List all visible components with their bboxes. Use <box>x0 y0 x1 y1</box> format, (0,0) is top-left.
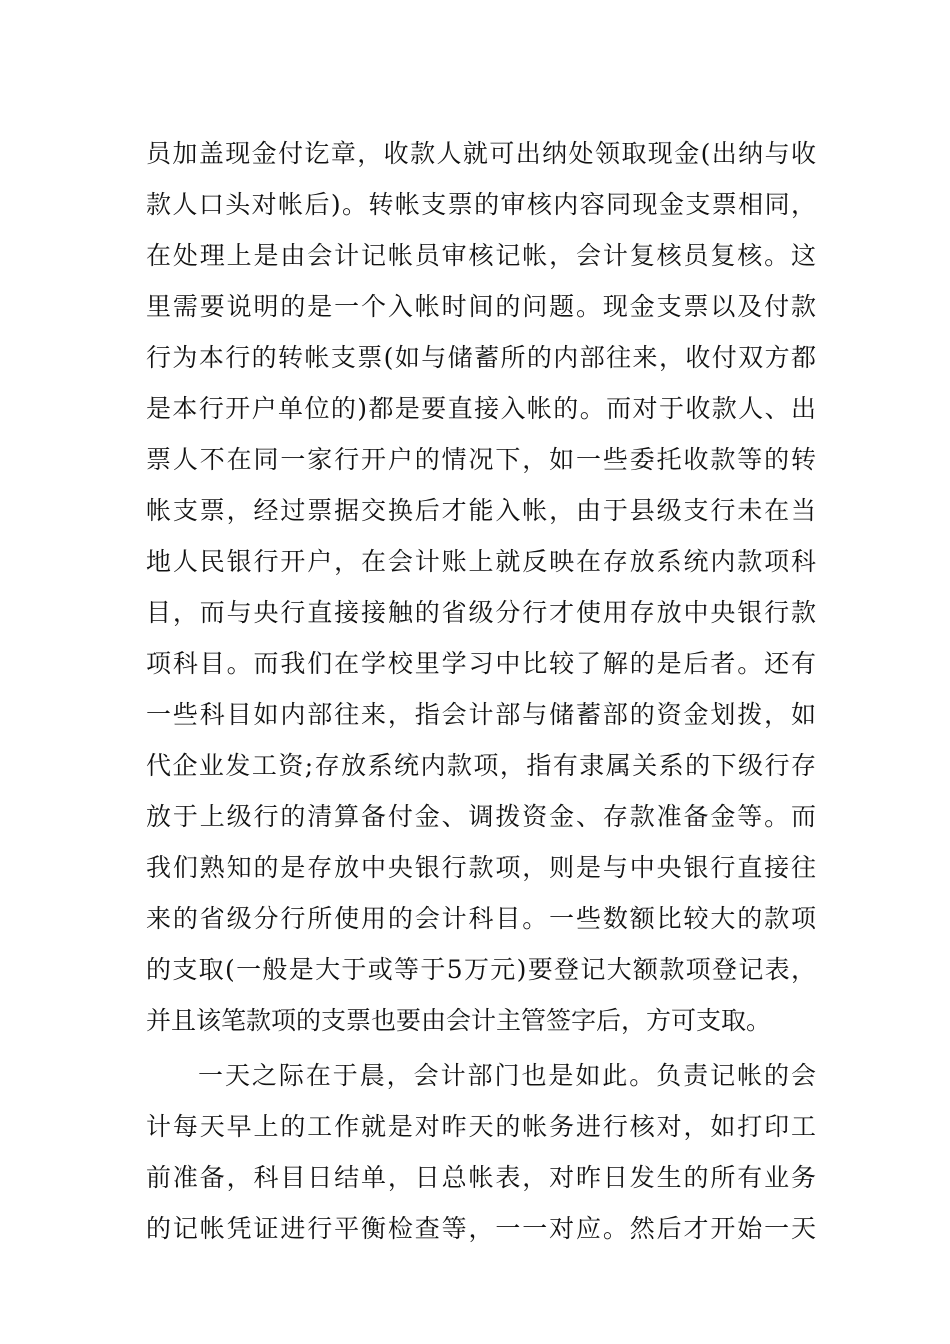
text-line: 并且该笔款项的支票也要由会计主管签字后，方可支取。 <box>146 1006 772 1035</box>
text-line: 来的省级分行所使用的会计科目。一些数额比较大的款项 <box>146 904 816 933</box>
paragraph-2 <box>146 1050 816 1254</box>
text-line: 在处理上是由会计记帐员审核记帐，会计复核员复核。这 <box>146 241 816 270</box>
paragraph-1 <box>146 128 816 1046</box>
body-text <box>146 128 816 1254</box>
text-line: 我们熟知的是存放中央银行款项，则是与中央银行直接往 <box>146 853 816 882</box>
text-line: 票人不在同一家行开户的情况下，如一些委托收款等的转 <box>146 445 816 474</box>
text-line: 代企业发工资;存放系统内款项，指有隶属关系的下级行存 <box>146 751 816 780</box>
text-line: 的支取(一般是大于或等于5万元)要登记大额款项登记表， <box>146 955 816 984</box>
text-line: 款人口头对帐后)。转帐支票的审核内容同现金支票相同， <box>146 190 816 219</box>
text-line: 行为本行的转帐支票(如与储蓄所的内部往来，收付双方都 <box>146 343 816 372</box>
text-line: 项科目。而我们在学校里学习中比较了解的是后者。还有 <box>146 649 816 678</box>
text-line: 员加盖现金付讫章，收款人就可出纳处领取现金(出纳与收 <box>146 139 816 168</box>
text-line: 里需要说明的是一个入帐时间的问题。现金支票以及付款 <box>146 292 816 321</box>
text-line: 前准备，科目日结单，日总帐表，对昨日发生的所有业务 <box>146 1163 816 1192</box>
text-line: 的记帐凭证进行平衡检查等，一一对应。然后才开始一天 <box>146 1214 816 1243</box>
text-line: 是本行开户单位的)都是要直接入帐的。而对于收款人、出 <box>146 394 816 423</box>
text-line: 地人民银行开户，在会计账上就反映在存放系统内款项科 <box>146 547 816 576</box>
text-line: 目，而与央行直接接触的省级分行才使用存放中央银行款 <box>146 598 816 627</box>
text-line: 计每天早上的工作就是对昨天的帐务进行核对，如打印工 <box>146 1112 816 1141</box>
text-line: 放于上级行的清算备付金、调拨资金、存款准备金等。而 <box>146 802 816 831</box>
text-line: 一些科目如内部往来，指会计部与储蓄部的资金划拨，如 <box>146 700 816 729</box>
text-line: 一天之际在于晨，会计部门也是如此。负责记帐的会 <box>198 1061 816 1090</box>
text-line: 帐支票，经过票据交换后才能入帐，由于县级支行未在当 <box>146 496 816 525</box>
